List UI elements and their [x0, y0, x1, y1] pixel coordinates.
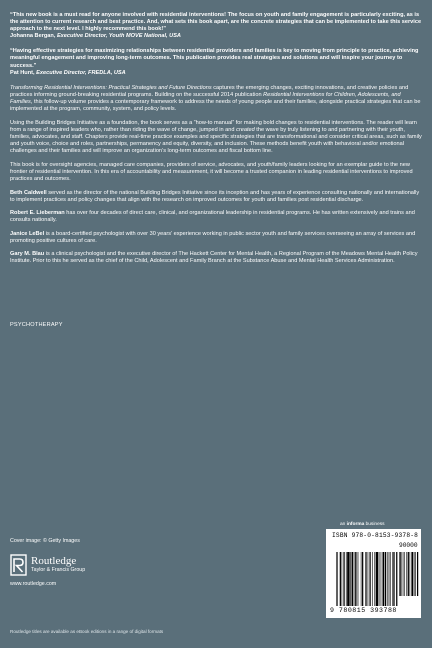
quote-text: “Having effective strategies for maximizing relationships between residential providers and families is key to moving from principle to practice, achieving meaningful engagement and improving long-term outcomes. This publication provides real strategies and solutions and will inspire your journey to success.”	[10, 48, 419, 69]
publisher-name: Routledge	[31, 555, 77, 567]
informa-prefix: an	[340, 522, 347, 527]
quote-author-title: Executive Director, Youth MOVE National, USA	[56, 33, 181, 40]
description-text: this follow-up volume provides a contemporary framework to address the needs of young people and their families, alongside practical strategies that can be implemented at the program, community, system, and policy levels.	[10, 98, 421, 112]
author-name: Beth Caldwell	[10, 190, 47, 197]
ebook-note: Routledge titles are available as eBook editions in a range of digital formats	[10, 629, 164, 634]
author-bio-1	[10, 190, 424, 204]
publisher-logo	[10, 554, 85, 576]
isbn-barcode	[326, 529, 421, 618]
description-paragraph-2	[10, 120, 424, 155]
emphasis-text: created	[236, 126, 255, 133]
routledge-logo-icon	[10, 554, 27, 576]
informa-business-label	[340, 522, 385, 527]
author-name: Gary M. Blau	[10, 250, 45, 257]
back-cover-text	[10, 12, 424, 271]
quote-author: Johanna Bergan,	[10, 33, 56, 40]
description-paragraph-1	[10, 85, 424, 113]
barcode-digits: 9 780815 393788	[330, 607, 397, 614]
publisher-logo-text	[31, 556, 85, 574]
isbn-text: ISBN 978-0-8153-9378-8	[332, 532, 419, 539]
endorsement-quote-1	[10, 12, 424, 40]
author-bio-4	[10, 251, 424, 265]
author-name: Janice LeBel	[10, 230, 45, 237]
author-bio-text: is a board-certified psychologist with over 30 years’ experience working in public sector youth and family services overseeing an array of services and promoting positive cultures of care.	[10, 230, 416, 244]
quote-text: “This new book is a must read for anyone involved with residential interventions! The focus on youth and family engagement is particularly exciting, as is the attention to current research and best practice. And, what sets this book apart, are the concrete strategies that can be implemented to take this service approach to the next level. I highly recommend this book!”	[10, 12, 422, 33]
author-bio-3	[10, 231, 424, 245]
quote-author: Pat Hunt,	[10, 69, 35, 76]
barcode-addon-icon	[399, 552, 419, 596]
author-bio-2	[10, 210, 424, 224]
publisher-url[interactable]: www.routledge.com	[10, 581, 57, 587]
author-bio-text: is a clinical psychologist and the executive director of The Hackett Center for Mental Health, a Regional Program of the Meadows Mental Health Policy Institute. Prior to this he served as the chief of the Child, Adolescent and Family Branch at the Substance Abuse and Mental Health Services Administration.	[10, 250, 418, 264]
previous-book-title: Residential Interventions for Children, Adolescents, and Families,	[10, 91, 401, 105]
endorsement-quote-2	[10, 48, 424, 76]
book-title: Transforming Residential Interventions: Practical Strategies and Future Directions	[10, 84, 212, 91]
description-text: the wave by truly listening to and partnering with their youth, families, advocates, and staff. Chapters provide real-time practice examples and specific strategies that are transformational and consider critical areas, such as family and youth voice, choice and roles, partnerships, permanency and equity, diversity, and inclusion. These methods benefit youth with behavioral and/or emotional challenges and their families and will improve an organization’s long-term outcomes and fiscal bottom line.	[10, 126, 422, 155]
description-text: captures the emerging changes, exciting innovations, and creative policies and practices informing ground-breaking residential programs. Building on the successful 2014 publication	[10, 84, 409, 98]
description-paragraph-3: This book is for oversight agencies, managed care companies, providers of service, advocates, and youth/family leaders looking for an exemplar guide to the new frontier of residential intervention. In this era of accountability and measurement, it will become a trusted companion in leading residential interventions to improved practices and outcomes.	[10, 162, 413, 183]
quote-attribution	[10, 33, 424, 40]
author-bio-text: has over four decades of direct care, clinical, and organizational leadership in residential programs. He has written extensively and trains and consults nationally.	[10, 210, 415, 224]
subject-category: PSYCHOTHERAPY	[10, 322, 63, 328]
description-text: Using the Building Bridges Initiative as a foundation, the book serves as a “how-to manual” for making bold changes to residential interventions. The reader will learn from a range of inspired leaders who, rather than riding the wave of change, jumped in and	[10, 119, 417, 133]
barcode-icon	[336, 552, 398, 606]
cover-image-credit: Cover image: © Getty Images	[10, 538, 80, 544]
author-name: Robert E. Lieberman	[10, 210, 65, 217]
quote-author-title: Executive Director, FREDLA, USA	[36, 69, 126, 76]
price-code: 90000	[399, 542, 418, 549]
publisher-group: Taylor & Francis Group	[31, 567, 86, 573]
quote-attribution	[10, 70, 424, 77]
back-cover-footer	[0, 518, 432, 648]
informa-brand: informa	[346, 522, 365, 527]
author-bio-text: served as the director of the national Building Bridges Initiative since its inception and has years of experience consulting nationally and internationally to implement practices and policy changes that align with the research on improved outcomes for youth and families post residential discharge.	[10, 190, 420, 204]
informa-suffix: business	[364, 522, 385, 527]
